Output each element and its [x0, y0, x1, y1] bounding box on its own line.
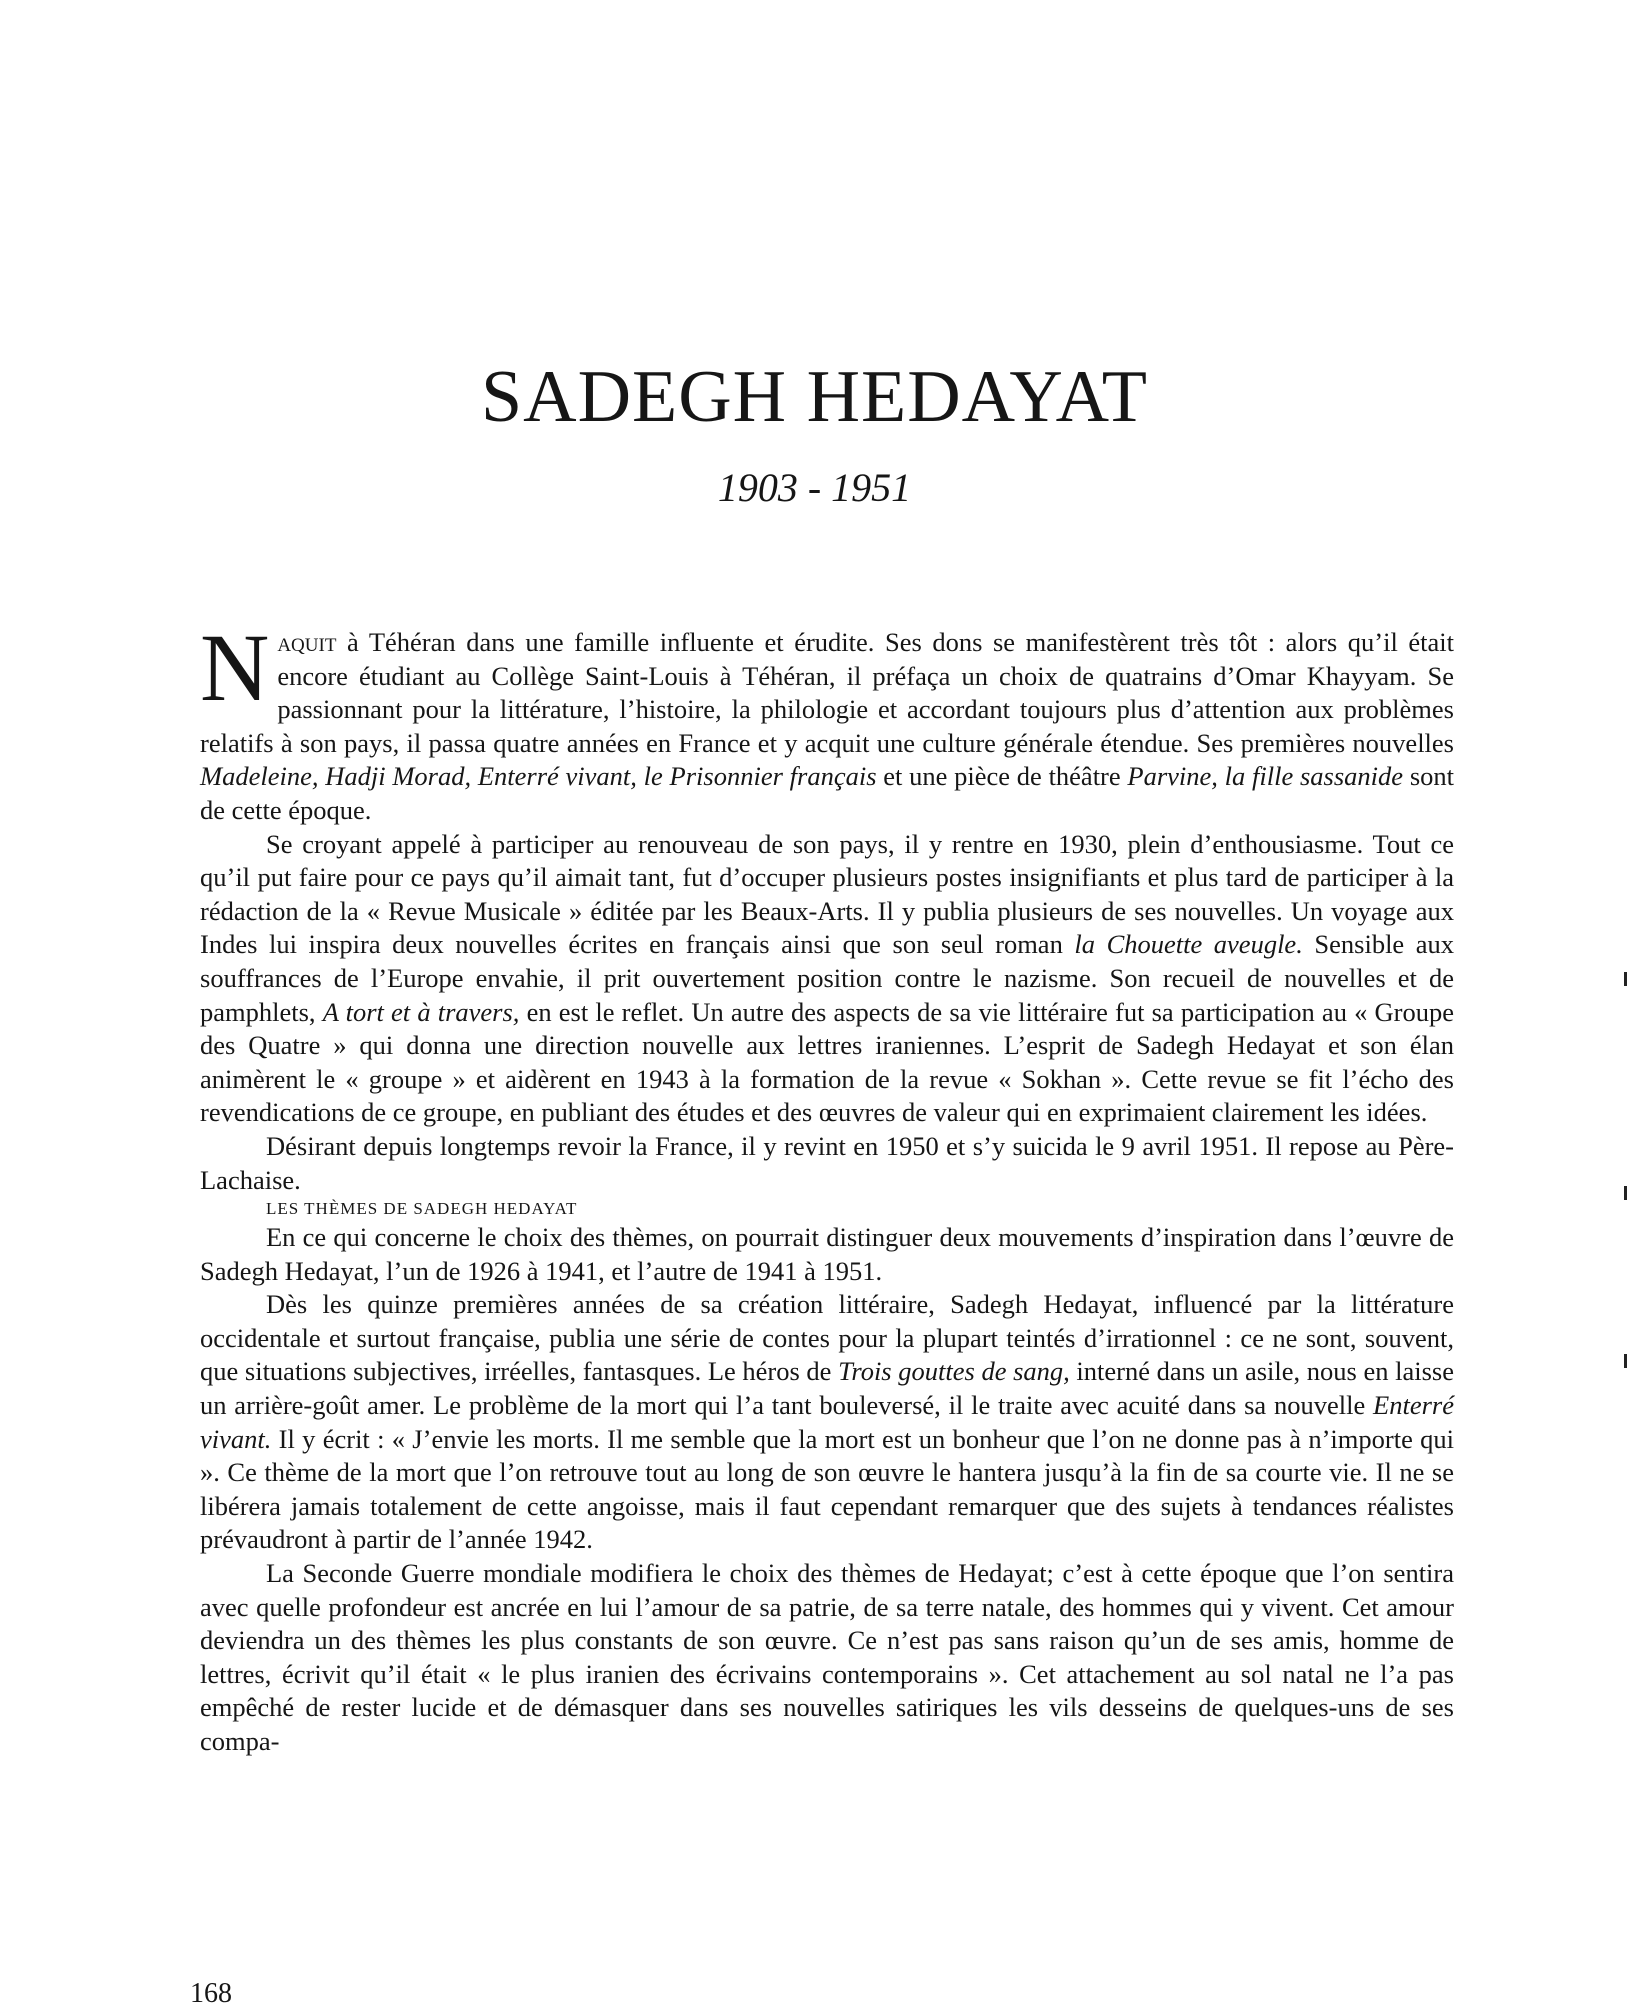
text-run: en est le reflet. Un autre des aspects de sa vie littéraire fut sa participation au « Groupe des Quatre » qui donna une direction nouvelle aux lettres iraniennes. L’esprit de Sadegh Hedayat et son élan animèrent le « groupe » et aidèrent en 1943 à la formation de la revue « Sokhan ». Cette revue se fit l’écho des revendications de ce groupe, en publiant des études et des œuvres de valeur qui en exprimaient clairement les idées.: [200, 996, 1454, 1128]
paragraph-2: [200, 828, 1454, 1130]
italic-title: Enterré vivant.: [200, 1390, 1454, 1454]
paragraph-5: [200, 1288, 1454, 1557]
article-body: [200, 614, 1455, 1759]
paragraph-1: [200, 614, 1454, 828]
paragraph-6: La Seconde Guerre mondiale modifiera le choix des thèmes de Hedayat; c’est à cette époque que l’on sentira avec quelle profondeur est ancrée en lui l’amour de sa patrie, de sa terre natale, des hommes qui y vivent. Cet amour deviendra un des thèmes les plus constants de son œuvre. Ce n’est pas sans raison qu’un de ses amis, homme de lettres, écrivit qu’il était « le plus iranien des écrivains contemporains ». Cet attachement au sol natal ne l’a pas empêché de rester lucide et de démasquer dans ses nouvelles satiriques les vils desseins de quelques-uns de ses compa-: [200, 1558, 1454, 1756]
margin-mark: [1624, 1354, 1627, 1368]
small-caps-opening: aquit: [277, 627, 337, 657]
text-run: et une pièce de théâtre: [876, 761, 1128, 792]
paragraph-3: Désirant depuis longtemps revoir la France, il y revint en 1950 et s’y suicida le 9 avril 1951. Il repose au Père-Lachaise.: [200, 1130, 1454, 1195]
margin-mark: [1624, 1186, 1627, 1200]
text-run: Dès les quinze premières années de sa création littéraire, Sadegh Hedayat, influencé par la littérature occidentale et surtout française, publia une série de contes pour la plupart teintés d’irrationnel : ce ne sont, souvent, que situations subjectives, irréelles, fantasques. Le héros de: [200, 1289, 1454, 1387]
italic-title: A tort et à travers,: [322, 996, 520, 1027]
paragraph-4: En ce qui concerne le choix des thèmes, on pourrait distinguer deux mouvements d’inspiration dans l’œuvre de Sadegh Hedayat, l’un de 1926 à 1941, et l’autre de 1941 à 1951.: [200, 1222, 1454, 1286]
text-run: à Téhéran dans une famille influente et érudite. Ses dons se manifestèrent très tôt : alors qu’il était encore étudiant au Collège Saint-Louis à Téhéran, il préfaça un choix de quatrains d’Omar Khayyam. Se passionnant pour la littérature, l’histoire, la philologie et accordant toujours plus d’attention aux problèmes relatifs à son pays, il passa quatre années en France et y acquit une culture générale étendue. Ses premières nouvelles: [200, 627, 1454, 758]
italic-title: la Chouette aveugle.: [1074, 929, 1303, 960]
italic-title: Trois gouttes de sang,: [838, 1356, 1070, 1387]
italic-title: Parvine, la fille sassanide: [1127, 761, 1404, 792]
life-dates: 1903 - 1951: [717, 465, 912, 510]
section-heading: LES THÈMES DE SADEGH HEDAYAT: [266, 1199, 578, 1219]
page-number: 168: [190, 1978, 232, 2009]
text-run: sont de cette époque.: [200, 761, 1454, 825]
article-title: SADEGH HEDAYAT: [480, 356, 1149, 438]
text-run: Sensible aux souffrances de l’Europe envahie, il prit ouvertement position contre le nazisme. Son recueil de nouvelles et de pamphlets,: [200, 929, 1455, 1027]
drop-cap: N: [200, 614, 270, 721]
margin-mark: [1624, 972, 1627, 986]
italic-titles: Madeleine, Hadji Morad, Enterré vivant, le Prisonnier français: [200, 761, 877, 792]
text-run: Il y écrit : « J’envie les morts. Il me semble que la mort est un bonheur que l’on ne donne pas à n’importe qui ». Ce thème de la mort que l’on retrouve tout au long de son œuvre le hantera jusqu’à la fin de sa courte vie. Il ne se libérera jamais totalement de cette angoisse, mais il faut cependant remarquer que des sujets à tendances réalistes prévaudront à partir de l’année 1942.: [200, 1423, 1454, 1555]
text-run: interné dans un asile, nous en laisse un arrière-goût amer. Le problème de la mort qui l’a tant bouleversé, il le traite avec acuité dans sa nouvelle: [200, 1356, 1454, 1421]
text-run: Se croyant appelé à participer au renouveau de son pays, il y rentre en 1930, plein d’enthousiasme. Tout ce qu’il put faire pour ce pays qu’il aimait tant, fut d’occuper plusieurs postes insignifiants et plus tard de participer à la rédaction de la « Revue Musicale » éditée par les Beaux-Arts. Il y publia plusieurs de ses nouvelles. Un voyage aux Indes lui inspira deux nouvelles écrites en français ainsi que son seul roman: [200, 828, 1454, 960]
